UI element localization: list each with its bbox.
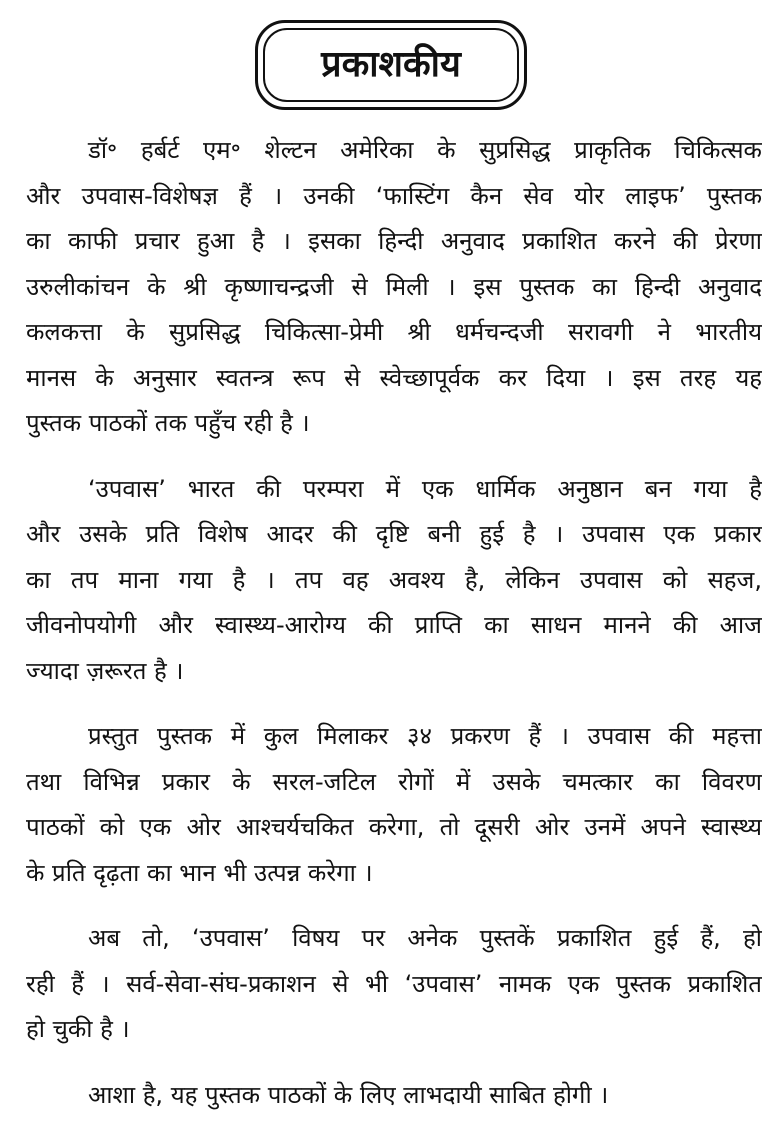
paragraph-line: डॉ॰ हर्बर्ट एम॰ शेल्टन अमेरिका के सुप्रसिद्ध प्राकृतिक चिकित्सक: [88, 136, 762, 164]
paragraph-5: [26, 1073, 762, 1119]
body-text: [26, 128, 762, 1138]
paragraph-line: हो चुकी है ।: [26, 1015, 130, 1043]
paragraph-line: मानस के अनुसार स्वतन्त्र रूप से स्वेच्छापूर्वक कर दिया । इस तरह यह: [26, 363, 762, 392]
paragraph-1: [26, 128, 762, 447]
paragraph-line: के प्रति दृढ़ता का भान भी उत्पन्न करेगा ।: [26, 858, 373, 887]
paragraph-line: उरुलीकांचन के श्री कृष्णाचन्द्रजी से मिली । इस पुस्तक का हिन्दी अनुवाद: [26, 272, 762, 301]
paragraph-line: और उपवास-विशेषज्ञ हैं । उनकी ‘फास्टिंग कैन सेव योर लाइफ’ पुस्तक: [26, 181, 762, 210]
paragraph-line: तथा विभिन्न प्रकार के सरल-जटिल रोगों में उसके चमत्कार का विवरण: [26, 767, 762, 796]
paragraph-line: और उसके प्रति विशेष आदर की दृष्टि बनी हुई है । उपवास एक प्रकार: [26, 520, 762, 548]
paragraph-line: ‘उपवास’ भारत की परम्परा में एक धार्मिक अनुष्ठान बन गया है: [88, 474, 762, 503]
paragraph-line: पुस्तक पाठकों तक पहुँच रही है ।: [26, 409, 310, 437]
paragraph-line: का तप माना गया है । तप वह अवश्य है, लेकिन उपवास को सहज,: [26, 565, 762, 594]
paragraph-2: [26, 467, 762, 695]
paragraph-4: [26, 916, 762, 1053]
paragraph-3: [26, 714, 762, 896]
paragraph-line: का काफी प्रचार हुआ है । इसका हिन्दी अनुवाद प्रकाशित करने की प्रेरणा: [26, 227, 762, 255]
paragraph-line: कलकत्ता के सुप्रसिद्ध चिकित्सा-प्रेमी श्री धर्मचन्दजी सरावगी ने भारतीय: [26, 318, 762, 346]
page-title: प्रकाशकीय: [321, 44, 461, 85]
paragraph-line: ज्यादा ज़रूरत है ।: [26, 656, 184, 685]
title-inner-border: [263, 28, 519, 102]
paragraph-line: जीवनोपयोगी और स्वास्थ्य-आरोग्य की प्राप्ति का साधन मानने की आज: [26, 611, 762, 639]
paragraph-line: प्रस्तुत पुस्तक में कुल मिलाकर ३४ प्रकरण हैं । उपवास की महत्ता: [88, 722, 762, 750]
paragraph-line: पाठकों को एक ओर आश्चर्यचकित करेगा, तो दूसरी ओर उनमें अपने स्वास्थ्य: [26, 813, 762, 841]
paragraph-line: रही हैं । सर्व-सेवा-संघ-प्रकाशन से भी ‘उपवास’ नामक एक पुस्तक प्रकाशित: [26, 969, 762, 998]
paragraph-line: आशा है, यह पुस्तक पाठकों के लिए लाभदायी साबित होगी ।: [88, 1080, 609, 1109]
paragraph-line: अब तो, ‘उपवास’ विषय पर अनेक पुस्तकें प्रकाशित हुई हैं, हो: [88, 924, 762, 952]
title-frame: [255, 20, 527, 110]
